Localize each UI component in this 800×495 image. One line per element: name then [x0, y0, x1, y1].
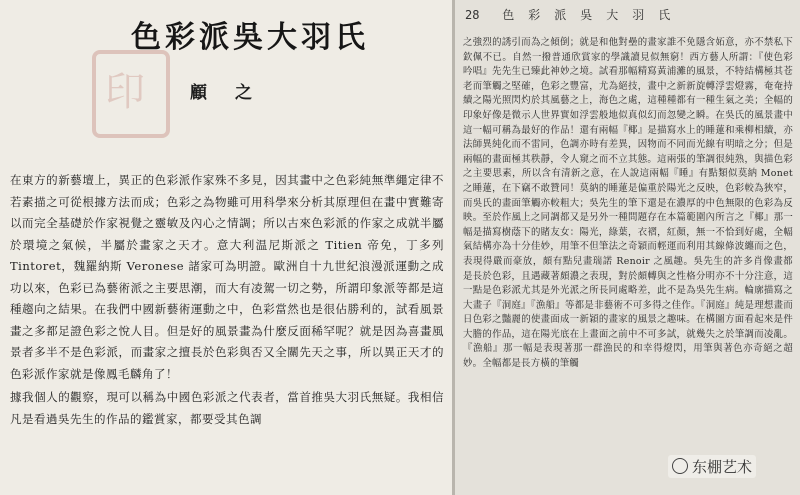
article-title: 色彩派吳大羽氏	[131, 20, 369, 55]
seal-mark-icon: 印	[105, 69, 145, 115]
watermark-badge	[668, 455, 756, 478]
paragraph: 在東方的新藝壇上，異正的色彩派作家殊不多見，因其畫中之色彩純無準繩定律不若素描之可從根據方法而成；色彩之為物雖可用科學來分析其原理但在畫中實難寄以而完全基礎於作家視覺之靈敏及內心之情調；所以古來色彩派的作家之成就半屬於環境之氣候，半屬於畫家之天才。意大利温尼斯派之 Titien 帝免，丁多列 Tintoret，魏羅納斯 Veronese 諸家可為明證。歐洲自十九世紀浪漫派運動之成功以來，色彩已為藝術派之主要思潮，而大有凌駕一切之勢，所謂印象派等都是這種趨向之結果。在我們中國新藝術運動之中，色彩當然也是很佔勝利的，試看風景畫之多都足證色彩之悅人目。但是好的風景畫為什麼反面稀罕呢？就是因為喜畫風景者多半不是色彩派，而畫家之擅長於色彩與否又全關先天之事，所以異正天才的色彩派作家就是像鳳毛麟角了！	[10, 173, 444, 381]
paragraph: 之強烈的誘引而為之傾倒；就是和他對壘的畫家誰不免隱含妬意，亦不禁私下欽佩不已。自然一撥普通欣賞家的學識讀見似無窮！西方藝人所謂：『使色彩吟唱』先先生已臻此神妙之境。試看那幅精寫黃浦灘的風景，不特結構極其苍老而筆觸之堅確，色彩之豐富，尤為絕技，畫中之新新旋轉浮雲燈霧，奄奄持續之陽光照閃灼於其風藝之上，海色之處，這種種都有一種生氣之美；全幅的印象好像是微示人世界實如浮雲般地似真似幻而忽變之瞬。在吳氏的風景畫中這一幅可稱為最好的作品！還有兩幅『椰』是描寫水上的睡蓮和乘柳相續，亦法師異純化而不雷同，色調亦時有差異，因物而不同而光線有明暗之分；但是兩幅的畫面極其秩靜，令人窺之而不立其態。這兩張的筆調很純熟，與描色彩之主要思素，所以含有清新之意，在人說這兩幅『睡』有點類似莫納 Monet 之睡蓮，在下竊不敢贊同！莫納的睡蓮是偏重於陽光之反映，色彩較為狹窄，而吳氏的畫面筆觸亦較粗大；吳先生的筆下還是在濃厚的中色無限的色彩為反映。至於作風上之同調都又是另外一種問題存在本篇範圍內所言之『椰』那一幅是描寫樹蔭下的賭友女：陽光，綠葉，衣褶，紅顏，無一不恰到好處，全幅氣結構亦為十分佳妙，用筆不但筆法之奇穎而輕運而利用其線條波纏而之色，表現得嚴而豪放，頗有點兒畫瑞諾 Renoir 之風趣。吳先生的許多肖像畫都是長於色彩，且遇藏著頗濃之表現，對於頗轉與之性格分明亦不十分注意，這一點是色彩派尤其是外光派之所長同處略差，此不是為吳先生病。輪廓描寫之大畫子『洞庭』『漁船』等都是非藝術不可多得之佳作。『洞庭』純是理想畫而日色彩之豔麗的使畫面成一新穎的畫家的風景之趣味。在構圖方面看起來是件大膽的作品，這在陽光底在上畫面之前中不可多試，就幾失之於筆調而凌亂。『漁船』那一幅是表現著那一群漁民的和幸得燈閃，用筆與著色亦奇絕之超妙。全幅都是長方橫的筆觸	[463, 37, 793, 370]
running-header	[465, 6, 785, 23]
author-name: 顧之	[190, 83, 280, 103]
right-body-text	[463, 36, 793, 372]
page-number: 28	[465, 8, 480, 22]
left-body-text	[10, 170, 444, 432]
watermark-text: 东棚艺术	[692, 458, 753, 476]
paragraph: 據我個人的觀察，現可以稱為中國色彩派之代表者，當首推吳大羽氏無疑。我相信凡是看過吳先生的作品的鑑賞家，都要受其色調	[10, 390, 444, 426]
running-title: 色彩派吳大羽氏	[502, 8, 685, 22]
wechat-icon	[672, 458, 688, 474]
